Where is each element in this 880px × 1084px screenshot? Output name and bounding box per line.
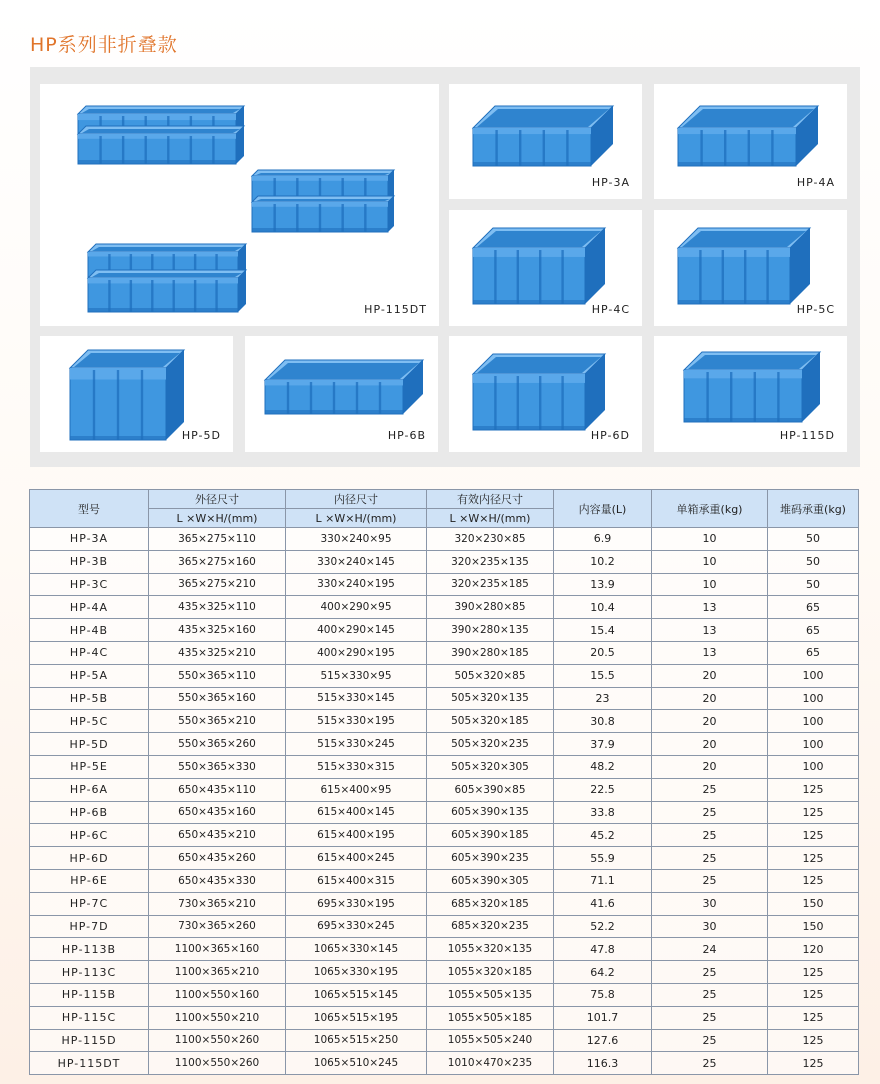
table-row	[30, 1029, 859, 1052]
product-label: HP-3A	[591, 176, 630, 189]
outer-size-cell: 650×435×260	[149, 847, 286, 870]
table-row	[30, 892, 859, 915]
stack-load-cell: 50	[768, 573, 859, 596]
table-row	[30, 687, 859, 710]
stack-load-cell: 125	[768, 778, 859, 801]
capacity-cell: 55.9	[554, 847, 652, 870]
stack-load-cell: 125	[768, 869, 859, 892]
model-cell: HP-5C	[30, 710, 149, 733]
product-gallery	[30, 67, 860, 467]
table-row	[30, 801, 859, 824]
inner-size-cell: 400×290×195	[286, 641, 427, 664]
inner-size-cell: 1065×515×195	[286, 1006, 427, 1029]
outer-size-cell: 435×325×160	[149, 619, 286, 642]
model-cell: HP-115C	[30, 1006, 149, 1029]
single-load-cell: 25	[652, 1029, 768, 1052]
effective-size-cell: 320×235×135	[427, 550, 554, 573]
stack-load-cell: 120	[768, 938, 859, 961]
crate-shape	[678, 106, 818, 166]
stack-load-cell: 65	[768, 596, 859, 619]
outer-size-cell: 730×365×260	[149, 915, 286, 938]
crate-shape	[473, 106, 613, 166]
stack-load-cell: 125	[768, 983, 859, 1006]
model-cell: HP-6E	[30, 869, 149, 892]
single-load-cell: 25	[652, 778, 768, 801]
inner-size-cell: 400×290×145	[286, 619, 427, 642]
outer-size-cell: 365×275×210	[149, 573, 286, 596]
outer-size-cell: 435×325×110	[149, 596, 286, 619]
stack-load-cell: 150	[768, 892, 859, 915]
product-card	[449, 210, 642, 326]
header-outer-unit: L ×W×H/(mm)	[149, 509, 286, 528]
inner-size-cell: 515×330×195	[286, 710, 427, 733]
crate-shape	[78, 126, 244, 164]
table-row	[30, 938, 859, 961]
stack-load-cell: 125	[768, 1029, 859, 1052]
outer-size-cell: 550×365×210	[149, 710, 286, 733]
outer-size-cell: 550×365×330	[149, 755, 286, 778]
outer-size-cell: 1100×550×160	[149, 983, 286, 1006]
capacity-cell: 64.2	[554, 961, 652, 984]
stack-load-cell: 65	[768, 641, 859, 664]
product-card	[245, 336, 438, 452]
inner-size-cell: 515×330×245	[286, 733, 427, 756]
inner-size-cell: 1065×330×145	[286, 938, 427, 961]
stack-load-cell: 50	[768, 528, 859, 551]
header-stack-load: 堆码承重(kg)	[768, 490, 859, 528]
capacity-cell: 52.2	[554, 915, 652, 938]
single-load-cell: 10	[652, 550, 768, 573]
effective-size-cell: 1055×505×135	[427, 983, 554, 1006]
product-card	[40, 336, 233, 452]
effective-size-cell: 390×280×135	[427, 619, 554, 642]
model-cell: HP-4C	[30, 641, 149, 664]
effective-size-cell: 1055×505×240	[427, 1029, 554, 1052]
single-load-cell: 30	[652, 915, 768, 938]
product-label: HP-6B	[387, 429, 426, 442]
table-row	[30, 961, 859, 984]
crate-shape	[88, 270, 246, 312]
header-model: 型号	[30, 490, 149, 528]
model-cell: HP-5E	[30, 755, 149, 778]
table-row	[30, 550, 859, 573]
stack-load-cell: 125	[768, 824, 859, 847]
table-row	[30, 596, 859, 619]
effective-size-cell: 390×280×185	[427, 641, 554, 664]
inner-size-cell: 615×400×315	[286, 869, 427, 892]
capacity-cell: 15.4	[554, 619, 652, 642]
product-label: HP-115DT	[364, 303, 427, 316]
outer-size-cell: 1100×550×260	[149, 1029, 286, 1052]
single-load-cell: 20	[652, 733, 768, 756]
product-label: HP-5C	[796, 303, 835, 316]
outer-size-cell: 650×435×330	[149, 869, 286, 892]
capacity-cell: 33.8	[554, 801, 652, 824]
header-outer: 外径尺寸	[149, 490, 286, 509]
outer-size-cell: 550×365×110	[149, 664, 286, 687]
header-single-load: 单箱承重(kg)	[652, 490, 768, 528]
crate-shape	[252, 196, 394, 232]
product-label: HP-4A	[796, 176, 835, 189]
effective-size-cell: 1055×320×135	[427, 938, 554, 961]
header-effective-unit: L ×W×H/(mm)	[427, 509, 554, 528]
single-load-cell: 25	[652, 801, 768, 824]
stack-load-cell: 50	[768, 550, 859, 573]
capacity-cell: 45.2	[554, 824, 652, 847]
capacity-cell: 37.9	[554, 733, 652, 756]
model-cell: HP-6B	[30, 801, 149, 824]
model-cell: HP-6D	[30, 847, 149, 870]
single-load-cell: 25	[652, 1006, 768, 1029]
capacity-cell: 116.3	[554, 1052, 652, 1075]
outer-size-cell: 1100×365×210	[149, 961, 286, 984]
table-row	[30, 869, 859, 892]
single-load-cell: 13	[652, 619, 768, 642]
product-card	[449, 84, 642, 199]
effective-size-cell: 605×390×305	[427, 869, 554, 892]
effective-size-cell: 505×320×135	[427, 687, 554, 710]
header-capacity: 内容量(L)	[554, 490, 652, 528]
stack-load-cell: 65	[768, 619, 859, 642]
outer-size-cell: 435×325×210	[149, 641, 286, 664]
single-load-cell: 13	[652, 596, 768, 619]
effective-size-cell: 505×320×235	[427, 733, 554, 756]
effective-size-cell: 605×390×185	[427, 824, 554, 847]
effective-size-cell: 390×280×85	[427, 596, 554, 619]
effective-size-cell: 1055×505×185	[427, 1006, 554, 1029]
table-row	[30, 847, 859, 870]
table-row	[30, 710, 859, 733]
inner-size-cell: 615×400×145	[286, 801, 427, 824]
table-row	[30, 733, 859, 756]
effective-size-cell: 505×320×185	[427, 710, 554, 733]
product-label: HP-6D	[590, 429, 630, 442]
capacity-cell: 127.6	[554, 1029, 652, 1052]
capacity-cell: 71.1	[554, 869, 652, 892]
effective-size-cell: 505×320×305	[427, 755, 554, 778]
capacity-cell: 6.9	[554, 528, 652, 551]
inner-size-cell: 330×240×145	[286, 550, 427, 573]
effective-size-cell: 1055×320×185	[427, 961, 554, 984]
capacity-cell: 75.8	[554, 983, 652, 1006]
outer-size-cell: 1100×550×210	[149, 1006, 286, 1029]
table-row	[30, 1006, 859, 1029]
model-cell: HP-113C	[30, 961, 149, 984]
product-card	[449, 336, 642, 452]
model-cell: HP-5A	[30, 664, 149, 687]
crate-shape	[265, 360, 423, 414]
model-cell: HP-115D	[30, 1029, 149, 1052]
outer-size-cell: 550×365×260	[149, 733, 286, 756]
single-load-cell: 20	[652, 664, 768, 687]
stack-load-cell: 100	[768, 687, 859, 710]
effective-size-cell: 320×235×185	[427, 573, 554, 596]
stack-load-cell: 100	[768, 710, 859, 733]
inner-size-cell: 695×330×195	[286, 892, 427, 915]
capacity-cell: 10.2	[554, 550, 652, 573]
stack-load-cell: 150	[768, 915, 859, 938]
model-cell: HP-3C	[30, 573, 149, 596]
single-load-cell: 25	[652, 847, 768, 870]
model-cell: HP-115DT	[30, 1052, 149, 1075]
outer-size-cell: 1100×550×260	[149, 1052, 286, 1075]
stack-load-cell: 125	[768, 1052, 859, 1075]
model-cell: HP-3A	[30, 528, 149, 551]
page-title: HP系列非折叠款	[30, 34, 178, 56]
inner-size-cell: 330×240×195	[286, 573, 427, 596]
model-cell: HP-4B	[30, 619, 149, 642]
capacity-cell: 13.9	[554, 573, 652, 596]
outer-size-cell: 365×275×160	[149, 550, 286, 573]
product-card	[654, 84, 847, 199]
inner-size-cell: 1065×515×250	[286, 1029, 427, 1052]
capacity-cell: 30.8	[554, 710, 652, 733]
effective-size-cell: 1010×470×235	[427, 1052, 554, 1075]
stack-load-cell: 125	[768, 801, 859, 824]
effective-size-cell: 605×390×135	[427, 801, 554, 824]
effective-size-cell: 320×230×85	[427, 528, 554, 551]
header-inner-unit: L ×W×H/(mm)	[286, 509, 427, 528]
table-row	[30, 915, 859, 938]
inner-size-cell: 515×330×145	[286, 687, 427, 710]
outer-size-cell: 1100×365×160	[149, 938, 286, 961]
table-row	[30, 641, 859, 664]
inner-size-cell: 1065×510×245	[286, 1052, 427, 1075]
single-load-cell: 25	[652, 961, 768, 984]
table-row	[30, 755, 859, 778]
inner-size-cell: 1065×515×145	[286, 983, 427, 1006]
single-load-cell: 24	[652, 938, 768, 961]
effective-size-cell: 505×320×85	[427, 664, 554, 687]
inner-size-cell: 615×400×195	[286, 824, 427, 847]
table-row	[30, 778, 859, 801]
outer-size-cell: 365×275×110	[149, 528, 286, 551]
model-cell: HP-5B	[30, 687, 149, 710]
stack-load-cell: 125	[768, 1006, 859, 1029]
crate-shape	[678, 228, 810, 304]
model-cell: HP-7D	[30, 915, 149, 938]
capacity-cell: 48.2	[554, 755, 652, 778]
inner-size-cell: 615×400×95	[286, 778, 427, 801]
inner-size-cell: 1065×330×195	[286, 961, 427, 984]
stack-load-cell: 125	[768, 847, 859, 870]
spec-table-body	[30, 528, 859, 1075]
model-cell: HP-113B	[30, 938, 149, 961]
single-load-cell: 30	[652, 892, 768, 915]
effective-size-cell: 605×390×235	[427, 847, 554, 870]
capacity-cell: 20.5	[554, 641, 652, 664]
model-cell: HP-7C	[30, 892, 149, 915]
single-load-cell: 25	[652, 869, 768, 892]
crate-shape	[473, 228, 605, 304]
inner-size-cell: 400×290×95	[286, 596, 427, 619]
stack-load-cell: 100	[768, 664, 859, 687]
outer-size-cell: 650×435×110	[149, 778, 286, 801]
inner-size-cell: 615×400×245	[286, 847, 427, 870]
capacity-cell: 47.8	[554, 938, 652, 961]
header-inner: 内径尺寸	[286, 490, 427, 509]
table-row	[30, 824, 859, 847]
crate-shape	[70, 350, 184, 440]
product-label: HP-115D	[779, 429, 835, 442]
table-row	[30, 983, 859, 1006]
inner-size-cell: 515×330×315	[286, 755, 427, 778]
stack-load-cell: 100	[768, 755, 859, 778]
single-load-cell: 20	[652, 755, 768, 778]
product-card	[654, 336, 847, 452]
single-load-cell: 25	[652, 1052, 768, 1075]
single-load-cell: 20	[652, 687, 768, 710]
product-label: HP-4C	[591, 303, 630, 316]
effective-size-cell: 685×320×185	[427, 892, 554, 915]
product-label: HP-5D	[181, 429, 221, 442]
inner-size-cell: 515×330×95	[286, 664, 427, 687]
crate-shape	[473, 354, 605, 430]
spec-table	[29, 489, 859, 1075]
single-load-cell: 13	[652, 641, 768, 664]
capacity-cell: 41.6	[554, 892, 652, 915]
stack-load-cell: 125	[768, 961, 859, 984]
header-effective: 有效内径尺寸	[427, 490, 554, 509]
table-row	[30, 619, 859, 642]
table-row	[30, 528, 859, 551]
product-card	[654, 210, 847, 326]
inner-size-cell: 330×240×95	[286, 528, 427, 551]
capacity-cell: 15.5	[554, 664, 652, 687]
table-row	[30, 573, 859, 596]
capacity-cell: 23	[554, 687, 652, 710]
capacity-cell: 101.7	[554, 1006, 652, 1029]
model-cell: HP-115B	[30, 983, 149, 1006]
model-cell: HP-3B	[30, 550, 149, 573]
outer-size-cell: 650×435×160	[149, 801, 286, 824]
capacity-cell: 10.4	[554, 596, 652, 619]
stack-load-cell: 100	[768, 733, 859, 756]
table-row	[30, 1052, 859, 1075]
product-card	[40, 84, 439, 326]
crate-illustration	[40, 84, 439, 326]
outer-size-cell: 550×365×160	[149, 687, 286, 710]
table-row	[30, 664, 859, 687]
single-load-cell: 10	[652, 573, 768, 596]
outer-size-cell: 650×435×210	[149, 824, 286, 847]
single-load-cell: 25	[652, 983, 768, 1006]
single-load-cell: 25	[652, 824, 768, 847]
single-load-cell: 20	[652, 710, 768, 733]
inner-size-cell: 695×330×245	[286, 915, 427, 938]
model-cell: HP-6A	[30, 778, 149, 801]
effective-size-cell: 685×320×235	[427, 915, 554, 938]
model-cell: HP-6C	[30, 824, 149, 847]
effective-size-cell: 605×390×85	[427, 778, 554, 801]
outer-size-cell: 730×365×210	[149, 892, 286, 915]
single-load-cell: 10	[652, 528, 768, 551]
capacity-cell: 22.5	[554, 778, 652, 801]
model-cell: HP-4A	[30, 596, 149, 619]
model-cell: HP-5D	[30, 733, 149, 756]
crate-shape	[684, 352, 820, 422]
